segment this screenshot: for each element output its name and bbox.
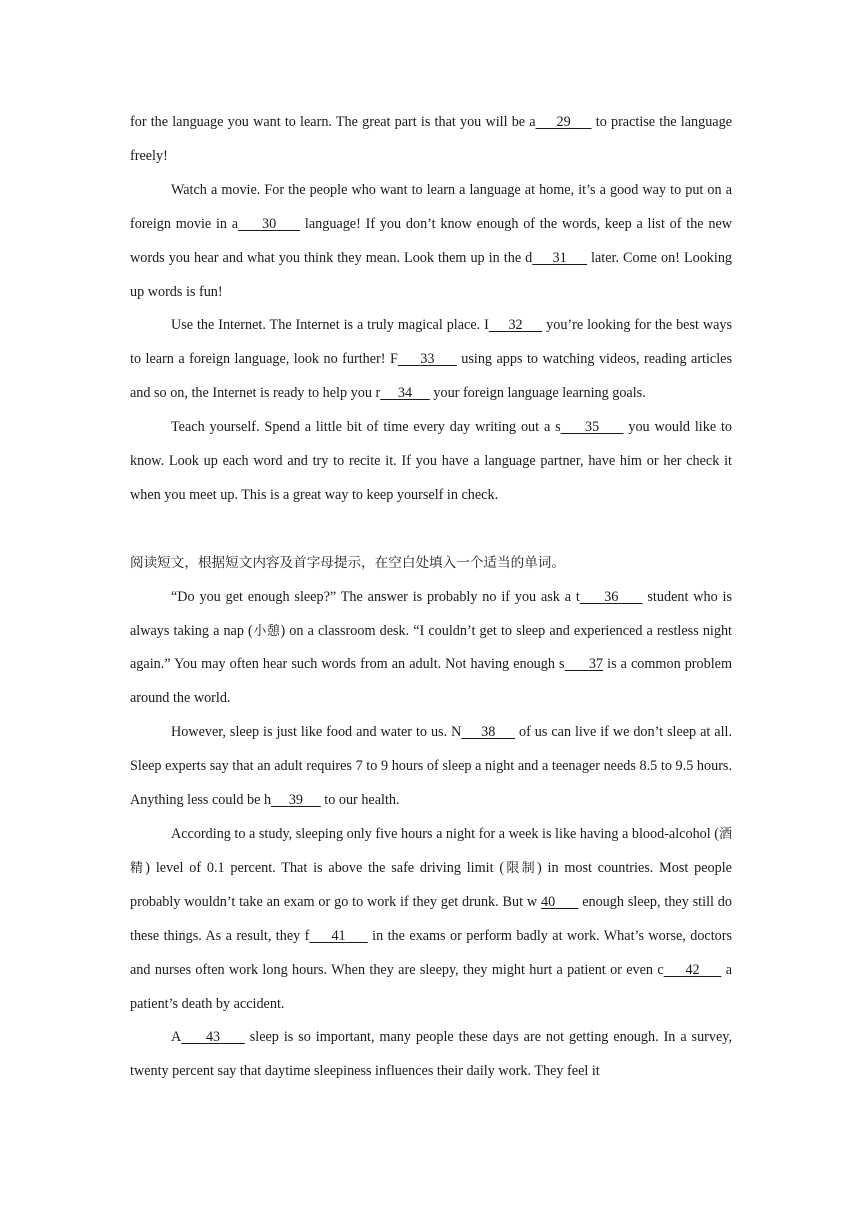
- text-run: is a common problem around the world.: [130, 656, 732, 707]
- blank-number: 36: [604, 588, 619, 605]
- answer-blank-39[interactable]: [271, 792, 321, 808]
- text-run: using apps to watching videos, reading articles and so on, the Internet is ready to help you r: [130, 351, 732, 402]
- text-run: According to a study, sleeping only five hours a night for a week is like having a blood-alcohol (: [171, 826, 719, 843]
- answer-blank-40[interactable]: [541, 894, 578, 910]
- text-run: However, sleep is just like food and water to us. N: [171, 724, 462, 741]
- paragraph-s2-1: [130, 716, 732, 818]
- text-run: language! If you don’t know enough of the words, keep a list of the new words you hear and what you think they mean. Look them up in the d: [130, 215, 733, 266]
- blank-number: 34: [397, 385, 413, 402]
- paragraph-s2-2: [130, 818, 732, 1021]
- paragraph-s1-0: [130, 106, 732, 174]
- blank-number: 30: [262, 215, 277, 232]
- text-run: enough sleep, they still do these things. As a result, they f: [130, 893, 732, 944]
- text-run: your foreign language learning goals.: [429, 385, 646, 402]
- text-run: Use the Internet. The Internet is a truly magical place. I: [171, 317, 489, 334]
- paragraph-s1-3: [130, 411, 732, 513]
- text-run: ) level of 0.1 percent. That is above the safe driving limit (: [145, 859, 505, 876]
- text-run: later. Come on! Looking up words is fun!: [130, 249, 733, 300]
- answer-blank-34[interactable]: [380, 385, 430, 401]
- blank-number: 31: [552, 249, 567, 266]
- blank-number: 42: [685, 961, 700, 978]
- document-page: [130, 106, 732, 1089]
- paragraph-s2-3: [130, 1021, 732, 1089]
- answer-blank-36[interactable]: [580, 589, 643, 605]
- exercise-instruction: 阅读短文，根据短文内容及首字母提示，在空白处填入一个适当的单词。: [130, 554, 565, 571]
- text-run: you would like to know. Look up each word and try to recite it. If you have a language partner, have him or her check it when you meet up. This is a great way to keep yourself in check.: [130, 419, 733, 503]
- text-run: ) on a classroom desk. “I couldn’t get to sleep and experienced a restless night again.” You may often hear such words from an adult. Not having enough s: [130, 622, 732, 673]
- paragraph-s1-2: [130, 309, 732, 411]
- chinese-gloss: 限制: [504, 860, 537, 876]
- text-run: Watch a movie. For the people who want to learn a language at home, it’s a good way to put on a foreign movie in a: [130, 181, 732, 232]
- answer-blank-29[interactable]: [536, 114, 592, 130]
- answer-blank-38[interactable]: [461, 724, 515, 740]
- text-run: for the language you want to learn. The great part is that you will be a: [130, 114, 536, 130]
- answer-blank-37[interactable]: [565, 656, 604, 672]
- blank-number: 35: [584, 419, 600, 436]
- answer-blank-31[interactable]: [532, 250, 587, 266]
- text-run: ) in most countries. Most people probably wouldn’t take an exam or go to work if they get drunk. But w: [130, 859, 732, 910]
- answer-blank-33[interactable]: [398, 351, 457, 367]
- text-run: student who is always taking a nap (: [130, 588, 732, 639]
- blank-number: 32: [508, 317, 523, 334]
- answer-blank-41[interactable]: [309, 928, 367, 944]
- paragraph-s2-0: [130, 581, 732, 717]
- section-language-learning: [130, 106, 732, 513]
- section-sleep: [130, 547, 732, 1090]
- section-gap: [130, 513, 732, 547]
- text-run: sleep is so important, many people these days are not getting enough. In a survey, twenty percent say that daytime sleepiness influences their daily work. They feel it: [130, 1029, 733, 1080]
- blank-number: 39: [288, 792, 303, 809]
- answer-blank-35[interactable]: [561, 419, 624, 435]
- blank-number: 37: [588, 656, 604, 673]
- blank-number: 38: [481, 724, 496, 741]
- answer-blank-43[interactable]: [181, 1029, 245, 1045]
- blank-number: 43: [205, 1029, 221, 1046]
- text-run: to practise the language freely!: [130, 114, 732, 164]
- blank-number: 33: [420, 351, 435, 368]
- answer-blank-42[interactable]: [664, 962, 722, 978]
- blank-number: 29: [556, 114, 571, 130]
- text-run: you’re looking for the best ways to learn a foreign language, look no further! F: [130, 317, 733, 368]
- text-run: a patient’s death by accident.: [130, 961, 733, 1012]
- text-run: to our health.: [320, 792, 400, 809]
- text-run: of us can live if we don’t sleep at all. Sleep experts say that an adult requires 7 to 9 hours of sleep a night and a teenager needs 8.5 to 9.5 hours. Anything less could be h: [130, 724, 733, 809]
- chinese-gloss: 小憩: [252, 623, 281, 639]
- blank-number: 41: [331, 927, 346, 944]
- chinese-gloss: 酒精: [130, 827, 732, 876]
- text-run: in the exams or perform badly at work. What’s worse, doctors and nurses often work long hours. When they are sleepy, they might hurt a patient or even c: [130, 927, 732, 978]
- answer-blank-30[interactable]: [238, 216, 300, 232]
- text-run: A: [171, 1029, 182, 1046]
- text-run: Teach yourself. Spend a little bit of time every day writing out a s: [171, 419, 561, 436]
- paragraph-s1-1: [130, 174, 732, 310]
- blank-number: 40: [541, 893, 556, 910]
- answer-blank-32[interactable]: [489, 317, 542, 333]
- text-run: “Do you get enough sleep?” The answer is probably no if you ask a t: [171, 588, 580, 605]
